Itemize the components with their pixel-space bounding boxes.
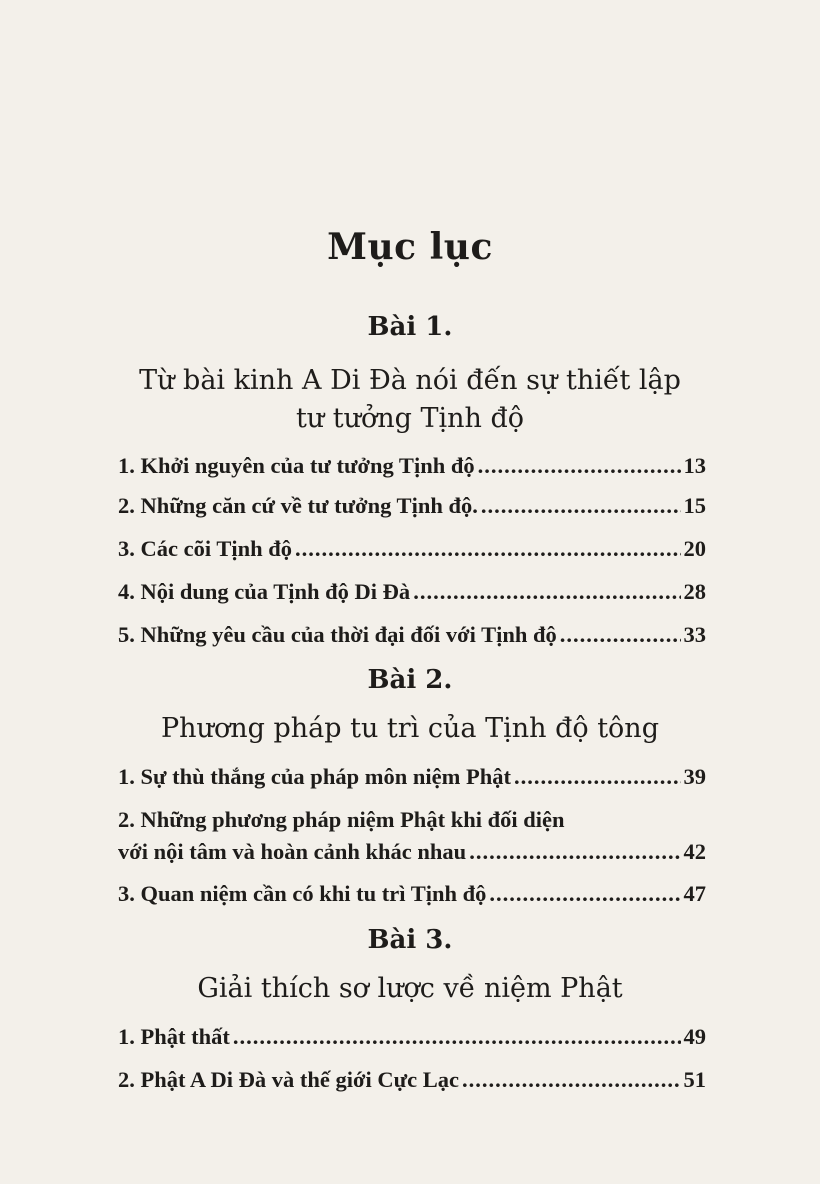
dot-leader (469, 837, 680, 867)
dot-leader (295, 534, 681, 564)
toc-entry[interactable] (118, 491, 706, 521)
toc-entry[interactable] (118, 620, 706, 650)
toc-entry[interactable] (118, 1022, 706, 1052)
dot-leader (481, 491, 681, 521)
toc-entry-page: 51 (683, 1067, 706, 1092)
lesson-2-heading: Bài 2. (367, 665, 453, 695)
toc-entry-text: 1. Phật thất (118, 1024, 230, 1049)
toc-entry[interactable] (118, 762, 706, 792)
dot-leader (233, 1022, 681, 1052)
dot-leader (489, 879, 680, 909)
toc-entry-text: 4. Nội dung của Tịnh độ Di Đà (118, 579, 411, 604)
dot-leader (462, 1065, 681, 1095)
toc-entry[interactable] (118, 577, 706, 607)
toc-entry[interactable] (118, 837, 706, 867)
dot-leader (413, 577, 680, 607)
toc-entry-page: 15 (683, 493, 706, 518)
lesson-3-subtitle: Giải thích sơ lược về niệm Phật (197, 973, 623, 1004)
toc-entry-page: 20 (683, 536, 706, 561)
toc-entry-page: 42 (683, 839, 706, 864)
toc-entry[interactable] (118, 879, 706, 909)
lesson-1-subtitle-line-1: Từ bài kinh A Di Đà nói đến sự thiết lập (139, 365, 681, 396)
toc-entry-page: 13 (683, 453, 706, 478)
toc-entry-text: 5. Những yêu cầu của thời đại đối với Tịnh độ (118, 622, 557, 647)
toc-entry-page: 33 (683, 622, 706, 647)
toc-entry-page: 39 (683, 764, 706, 789)
toc-entry-text: với nội tâm và hoàn cảnh khác nhau (118, 839, 467, 864)
dot-leader (560, 620, 681, 650)
toc-entry-text: 3. Các cõi Tịnh độ (118, 536, 292, 561)
toc-entry-page: 47 (683, 881, 706, 906)
toc-entry[interactable] (118, 1065, 706, 1095)
toc-entry-text-line-1[interactable]: 2. Những phương pháp niệm Phật khi đối diện (118, 807, 565, 832)
page-title: Mục lục (327, 226, 493, 268)
lesson-2-subtitle: Phương pháp tu trì của Tịnh độ tông (161, 713, 659, 744)
toc-entry-page: 49 (683, 1024, 706, 1049)
lesson-3-heading: Bài 3. (367, 925, 453, 955)
toc-entry[interactable] (118, 451, 706, 481)
toc-entry-text: 1. Sự thù thắng của pháp môn niệm Phật (118, 764, 511, 789)
dot-leader (514, 762, 681, 792)
toc-entry-text: 2. Phật A Di Đà và thế giới Cực Lạc (118, 1067, 459, 1092)
toc-entry-text: 3. Quan niệm cần có khi tu trì Tịnh độ (118, 881, 487, 906)
lesson-1-heading: Bài 1. (367, 312, 453, 342)
lesson-1-subtitle-line-2: tư tưởng Tịnh độ (295, 403, 525, 434)
toc-entry[interactable] (118, 534, 706, 564)
toc-entry-text: 2. Những căn cứ về tư tưởng Tịnh độ. (118, 493, 478, 518)
dot-leader (478, 451, 681, 481)
toc-entry-page: 28 (683, 579, 706, 604)
toc-entry-text: 1. Khởi nguyên của tư tưởng Tịnh độ (118, 453, 475, 478)
